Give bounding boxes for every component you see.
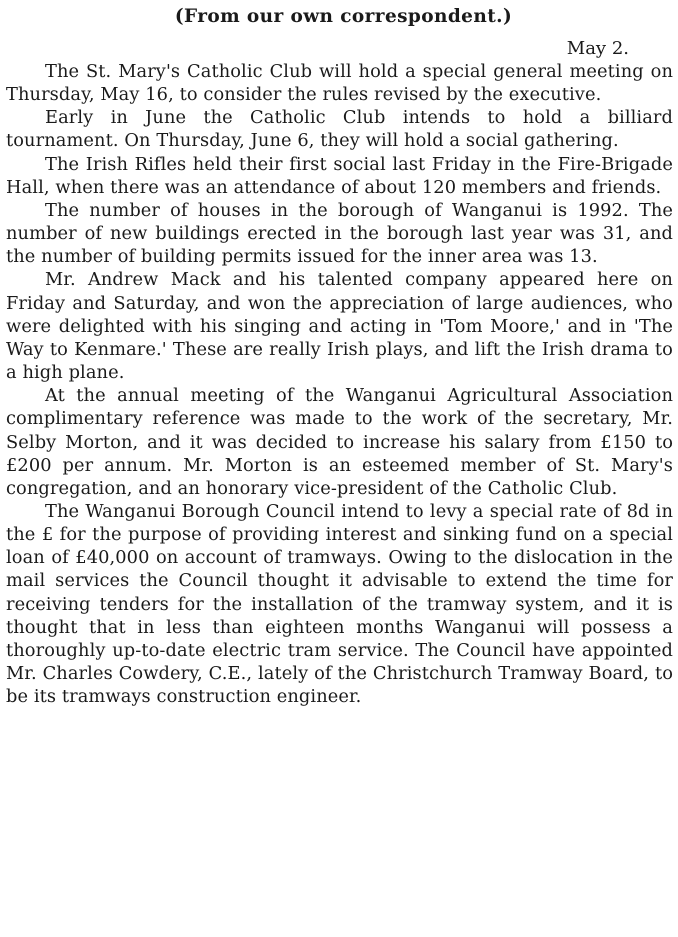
paragraph-text: Mr. Andrew Mack and his talented company appeared here on Friday and Saturday, and won the appreciation of large audiences, who were delighted with his singing and acting in 'Tom Moore,' and in 'The Way to Kenmare.' These are really Irish plays, and lift the Irish drama to a high plane. [6,269,673,384]
paragraph-text: The Irish Rifles held their first social last Friday in the Fire-Brigade Hall, when there was an attendance of about 120 members and friends. [6,153,673,198]
byline: (From our own correspondent.) [174,6,513,27]
paragraph-irish-rifles [6,153,673,199]
paragraph-billiard-tournament [6,106,673,152]
paragraph-catholic-club-meeting [6,60,673,106]
paragraph-text: The Wanganui Borough Council intend to levy a special rate of 8d in the £ for the purpose of providing interest and sinking fund on a special loan of £40,000 on account of tramways. Owing to the dislocation in the mail services the Council thought it advisable to extend the time for receiving tenders for the installation of the tramway system, and it is thought that in less than eighteen months Wanganui will possess a thoroughly up-to-date electric tram service. The Council have appointed Mr. Charles Cowdery, C.E., lately of the Christchurch Tramway Board, to be its tramways construction engineer. [6,500,673,708]
paragraph-borough-houses [6,199,673,268]
paragraph-text: The St. Mary's Catholic Club will hold a special general meeting on Thursday, May 16, to consider the rules revised by the executive. [6,61,673,106]
paragraph-text: At the annual meeting of the Wanganui Agricultural Association complimentary reference was made to the work of the secretary, Mr. Selby Morton, and it was decided to increase his salary from £150 to £200 per annum. Mr. Morton is an esteemed member of St. Mary's congregation, and an honorary vice-president of the Catholic Club. [6,385,673,499]
paragraph-andrew-mack [6,268,673,384]
paragraph-text: Early in June the Catholic Club intends to hold a billiard tournament. On Thursday, June 6, they will hold a social gathering. [6,107,673,152]
paragraph-agricultural-association [6,384,673,500]
dateline: May 2. [566,38,629,59]
paragraph-text: The number of houses in the borough of Wanganui is 1992. The number of new buildings erected in the borough last year was 31, and the number of building permits issued for the inner area was 13. [6,199,673,268]
paragraph-borough-council-tramways [6,500,673,708]
